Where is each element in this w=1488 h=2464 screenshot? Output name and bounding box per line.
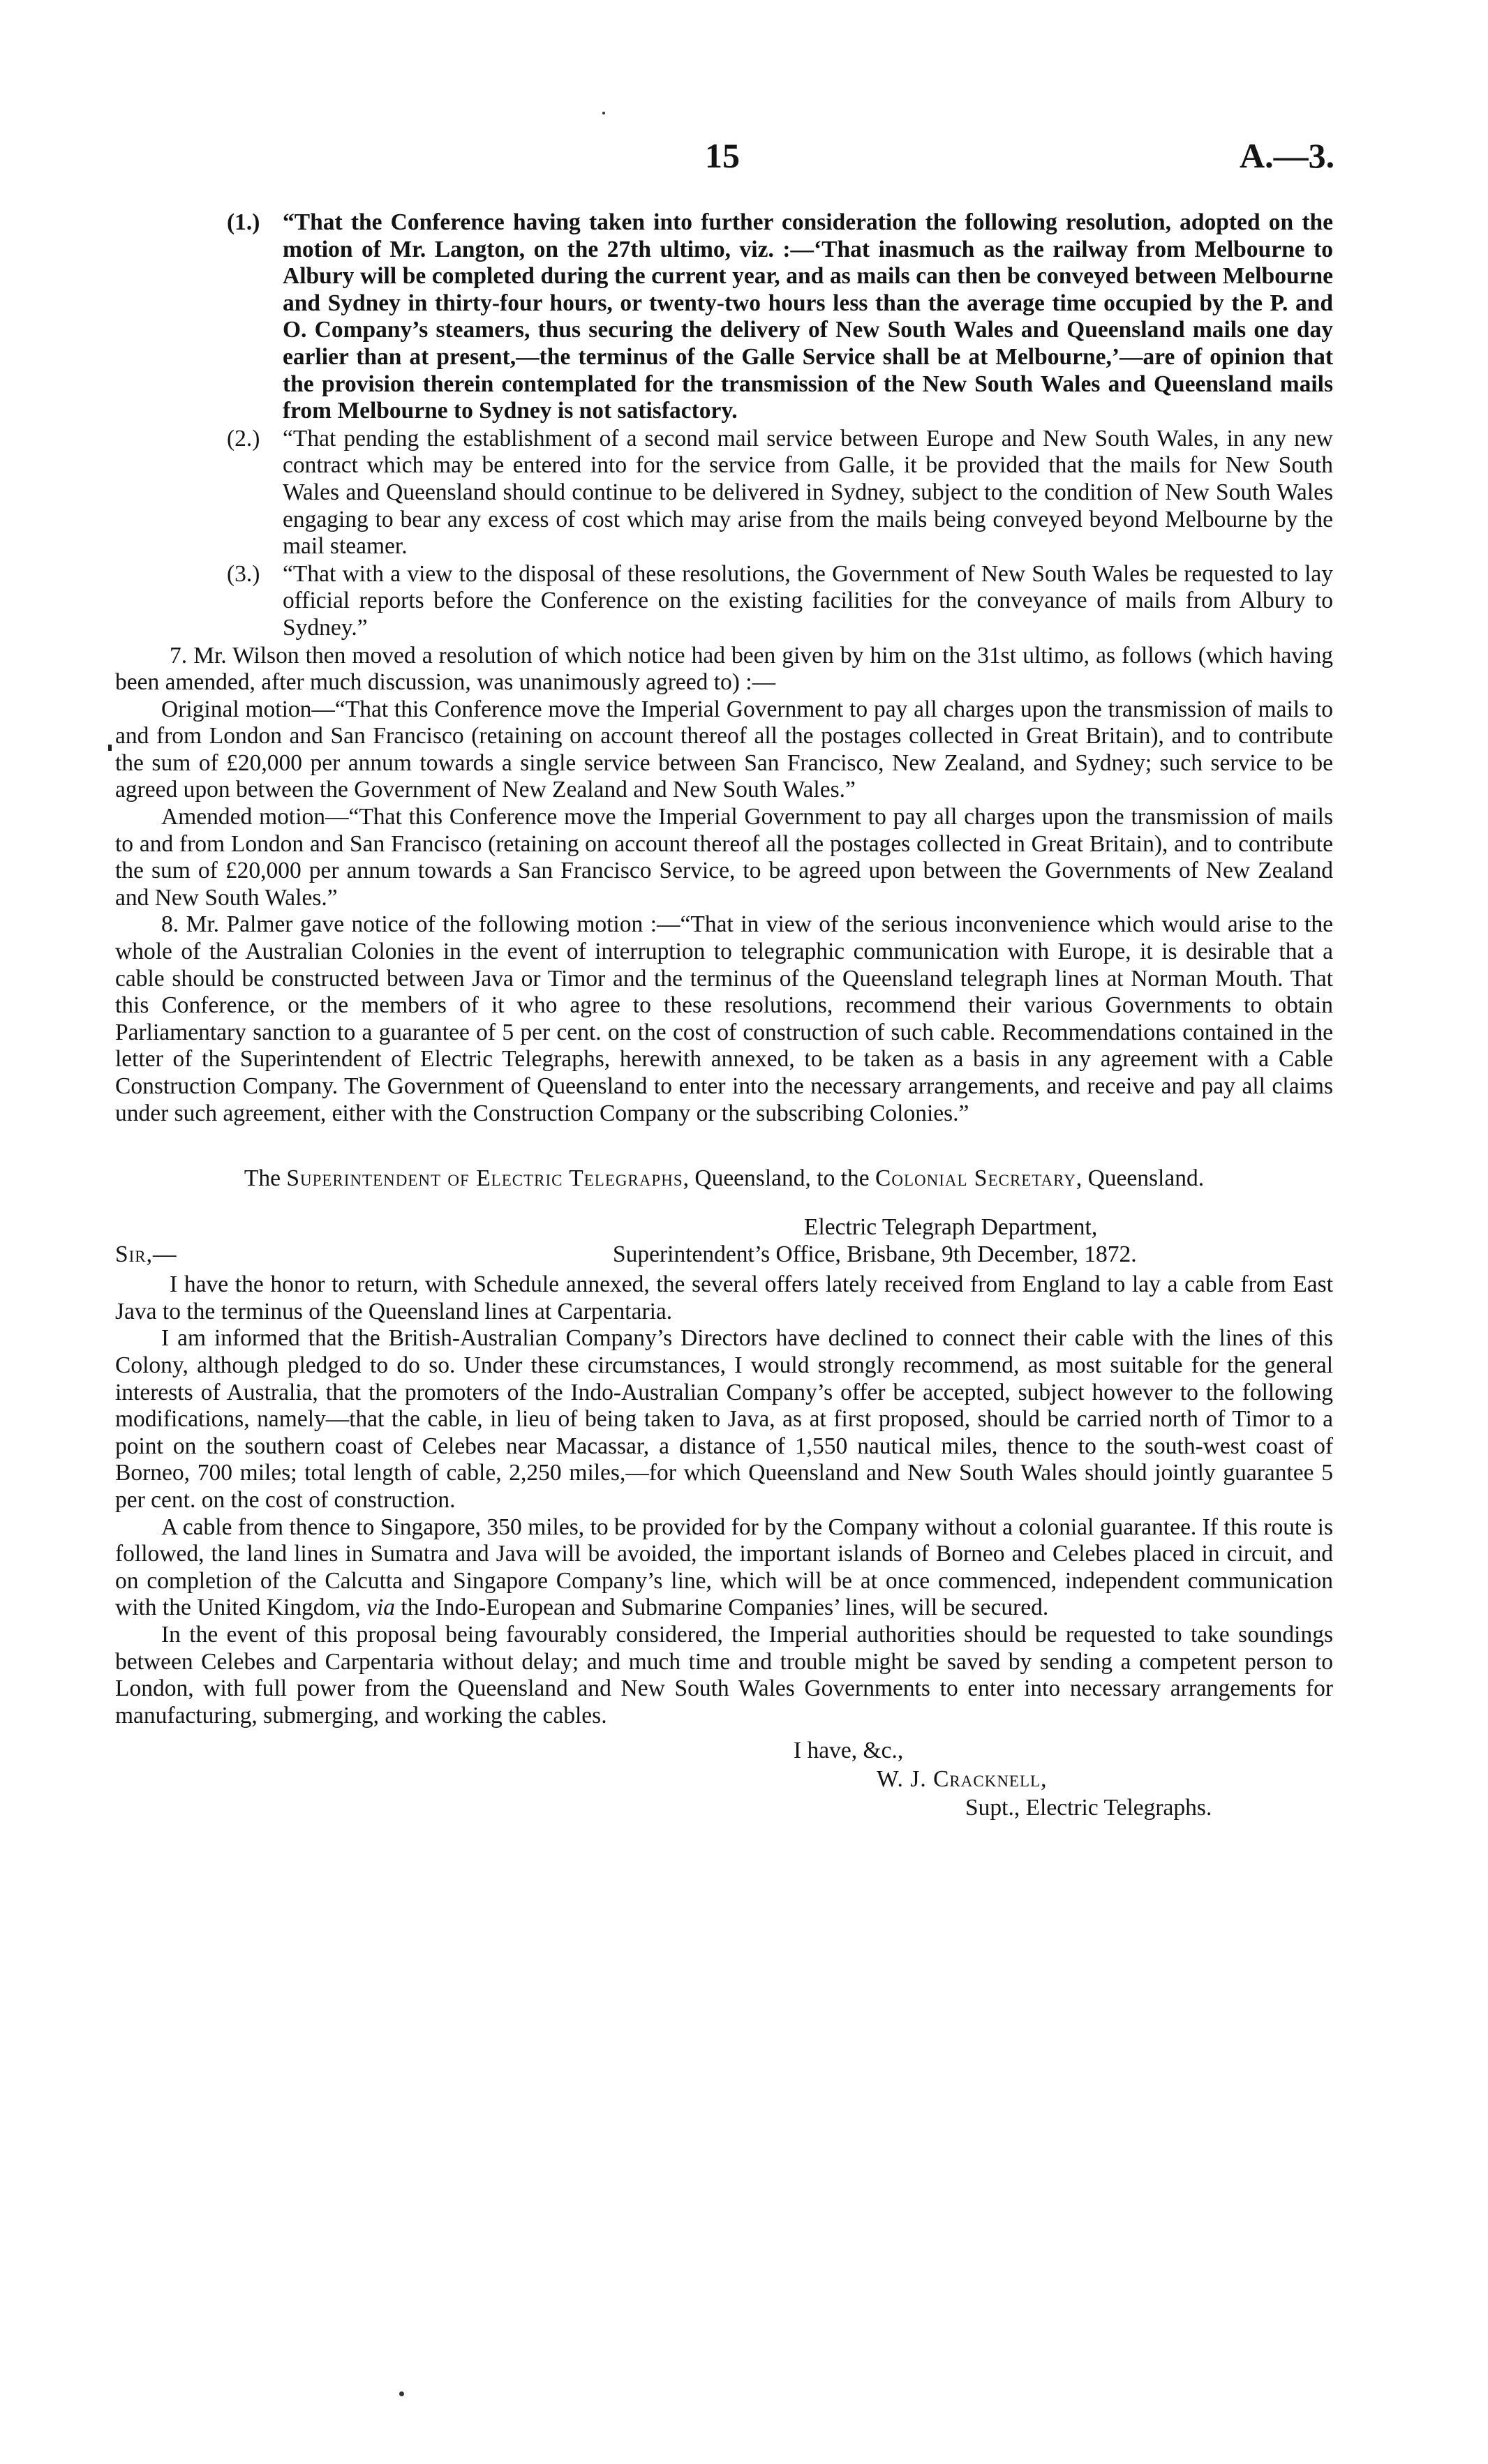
margin-mark [108, 745, 112, 751]
letter-paragraph: I am informed that the British-Australian Company’s Directors have declined to connect their cable with the lines of this Colony, although pledged to do so. Under these circumstances, I would strongly recommend, as most suitable for the general interests of Australia, that the promoters of the Indo-Australian Company’s offer be accepted, subject however to the following modifications, namely—that the cable, in lieu of being taken to Java, as at first proposed, should be carried north of Timor to a point on the southern coast of Celebes near Macassar, a distance of 1,550 nautical miles, thence to the south-west coast of Borneo, 700 miles; total length of cable, 2,250 miles,—for which Queensland and New South Wales should jointly guarantee 5 per cent. on the cost of construction. [115, 1325, 1333, 1513]
document-body [115, 209, 1333, 1823]
letter-paragraph-singapore [115, 1514, 1333, 1622]
resolution-3 [115, 561, 1333, 642]
motion-8-paragraph: 8. Mr. Palmer gave notice of the following motion :—“That in view of the serious inconvenience which would arise to the whole of the Australian Colonies in the event of interruption to telegraphic communication with Europe, it is desirable that a cable should be constructed between Java or Timor and the terminus of the Queensland telegraph lines at Norman Mouth. That this Conference, or the members of it who agree to these resolutions, recommend their various Governments to obtain Parliamentary sanction to a guarantee of 5 per cent. on the cost of construction of such cable. Recommendations contained in the letter of the Superintendent of Electric Telegraphs, herewith annexed, to be taken as a basis in any agreement with a Cable Construction Company. The Government of Queensland to enter into the necessary arrangements, and receive and pay all claims under such agreement, either with the Construction Company or the subscribing Colonies.” [115, 911, 1333, 1126]
heading-from: Superintendent of Electric Telegraphs [286, 1165, 683, 1192]
signature-title: Supt., Electric Telegraphs. [965, 1795, 1212, 1821]
salutation: Sir,— [115, 1241, 177, 1268]
singapore-via: via [366, 1595, 396, 1621]
resolution-text: “That the Conference having taken into further consideration the following resolution, adopted on the motion of Mr. Langton, on the 27th ultimo, viz. :—‘That inasmuch as the railway from Melbourne to Albury will be completed during the current year, and as mails can then be conveyed between Melbourne and Sydney in thirty-four hours, or twenty-two hours less than the average time occupied by the P. and O. Company’s steamers, thus securing the delivery of New South Wales and Queensland mails one day earlier than at present,—the terminus of the Galle Service shall be at Melbourne,’—are of opinion that the provision therein contemplated for the transmission of the New South Wales and Queensland mails from Melbourne to Sydney is not satisfactory. [283, 209, 1333, 424]
resolution-1 [115, 209, 1333, 425]
resolution-number: (3.) [227, 560, 260, 587]
document-reference: A.—3. [1240, 136, 1335, 175]
closing-phrase: I have, &c., [794, 1738, 904, 1764]
letter-body [115, 1271, 1333, 1729]
heading-the: The [244, 1165, 281, 1192]
letter-heading [115, 1165, 1333, 1192]
original-motion-paragraph: Original motion—“That this Conference move the Imperial Government to pay all charges upon the transmission of mails to and from London and San Francisco (retaining on account thereof all the postages collected in Great Britain), and to contribute the sum of £20,000 per annum towards a single service between San Francisco, New Zealand, and Sydney; such service to be agreed upon between the Government of New Zealand and New South Wales.” [115, 696, 1333, 803]
signature-name: W. J. Cracknell, [877, 1766, 1048, 1793]
resolution-number: (2.) [227, 425, 260, 451]
singapore-text-b: the Indo-European and Submarine Companies’ lines, will be secured. [401, 1595, 1049, 1621]
heading-place: , Queensland. [1076, 1165, 1205, 1192]
motion-7-paragraph: 7. Mr. Wilson then moved a resolution of which notice had been given by him on the 31st ultimo, as follows (which having been amended, after much discussion, was unanimously agreed to) :— [115, 642, 1333, 696]
heading-to: Colonial Secretary [875, 1165, 1076, 1192]
letter-address-block [115, 1214, 1333, 1269]
letter-closing [115, 1738, 1333, 1823]
print-speck [602, 112, 605, 114]
resolution-text: “That with a view to the disposal of these resolutions, the Government of New South Wales be requested to lay official reports before the Conference on the existing facilities for the conveyance of mails from Albury to Sydney.” [283, 560, 1333, 641]
resolution-text: “That pending the establishment of a second mail service between Europe and New South Wales, in any new contract which may be entered into for the service from Galle, it be provided that the mails for New South Wales and Queensland should continue to be delivered in Sydney, subject to the condition of New South Wales engaging to bear any excess of cost which may arise from the mails being conveyed beyond Melbourne by the mail steamer. [283, 425, 1333, 560]
resolution-2 [115, 426, 1333, 560]
letter-paragraph: In the event of this proposal being favourably considered, the Imperial authorities should be requested to take soundings between Celebes and Carpentaria without delay; and much time and trouble might be saved by sending a competent person to London, with full power from the Queensland and New South Wales Governments to enter into necessary arrangements for manufacturing, submerging, and working the cables. [115, 1621, 1333, 1728]
letter-paragraph: I have the honor to return, with Schedule annexed, the several offers lately received from England to lay a cable from East Java to the terminus of the Queensland lines at Carpentaria. [115, 1271, 1333, 1324]
page-number: 15 [705, 136, 740, 175]
amended-motion-paragraph: Amended motion—“That this Conference move the Imperial Government to pay all charges upon the transmission of mails to and from London and San Francisco (retaining on account thereof all the postages collected in Great Britain), and to contribute the sum of £20,000 per annum towards a San Francisco Service, to be agreed upon between the Governments of New Zealand and New South Wales.” [115, 804, 1333, 911]
heading-mid: , Queensland, to the [683, 1165, 870, 1192]
resolution-number: (1.) [227, 209, 260, 235]
department-line: Electric Telegraph Department, [804, 1214, 1098, 1241]
singapore-text-a: A cable from thence to Singapore, 350 miles, to be provided for by the Company without a colonial guarantee. If this route is followed, the land lines in Sumatra and Java will be avoided, the important islands of Borneo and Celebes placed in circuit, and on completion of the Calcutta and Singapore Company’s line, which will be at once commenced, independent communication with the United Kingdom, [115, 1514, 1333, 1621]
office-date-line: Superintendent’s Office, Brisbane, 9th December, 1872. [613, 1241, 1137, 1268]
print-speck [399, 2391, 404, 2396]
